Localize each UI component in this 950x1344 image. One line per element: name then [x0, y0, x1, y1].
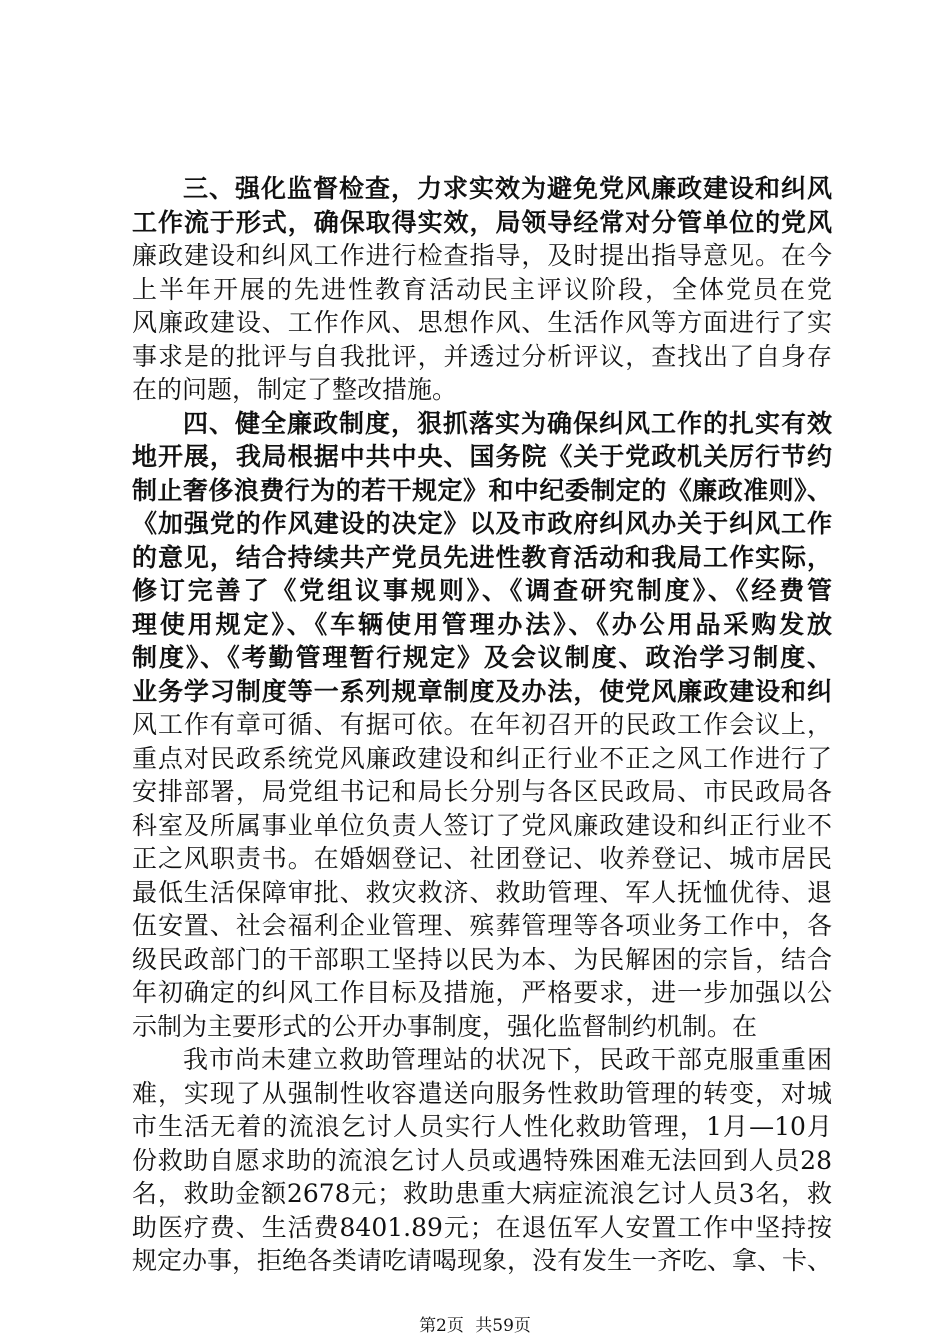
text-line: [132, 876, 832, 910]
line-text: 助医疗费、生活费8401.89元；在退伍军人安置工作中坚持按: [132, 1212, 832, 1242]
text-line: [132, 909, 832, 943]
text-line: [132, 1043, 832, 1077]
line-text: 上半年开展的先进性教育活动民主评议阶段，全体党员在党: [132, 274, 832, 304]
line-text: 规定办事，拒绝各类请吃请喝现象，没有发生一齐吃、拿、卡、: [132, 1246, 833, 1275]
text-line: [132, 1211, 832, 1245]
line-text: 在的问题，制定了整改措施。: [132, 375, 458, 404]
text-line: [132, 1110, 832, 1144]
page-footer: [0, 1316, 950, 1336]
line-text: 廉政建设和纠风工作进行检查指导，及时提出指导意见。在今: [132, 241, 832, 270]
text-line: [132, 239, 832, 273]
text-line: [132, 976, 832, 1010]
text-line: [132, 206, 832, 240]
text-line: [132, 1077, 832, 1111]
text-line: [132, 172, 832, 206]
text-line: [132, 842, 832, 876]
line-text: 风工作有章可循、有据可依。在年初召开的民政工作会议上，: [132, 710, 832, 739]
line-text: 地开展，我局根据中共中央、国务院《关于党政机关厉行节约: [132, 442, 832, 471]
line-text: 我市尚未建立救助管理站的状况下，民政干部克服重重困: [182, 1045, 832, 1074]
line-text: 伍安置、社会福利企业管理、殡葬管理等各项业务工作中，各: [132, 911, 832, 940]
line-text: 制止奢侈浪费行为的若干规定》和中纪委制定的《廉政准则》、: [132, 475, 832, 505]
text-line: [132, 742, 832, 776]
paragraph: [132, 172, 832, 407]
text-line: [132, 775, 832, 809]
text-line: [132, 1177, 832, 1211]
text-line: [132, 407, 832, 441]
text-line: [132, 507, 832, 541]
text-line: [132, 306, 832, 340]
text-line: [132, 675, 832, 709]
line-text: 理使用规定》、《车辆使用管理办法》、《办公用品采购发放: [132, 609, 832, 639]
line-text: 安排部署，局党组书记和局长分别与各区民政局、市民政局各: [132, 777, 832, 806]
line-text: 难，实现了从强制性收容遣送向服务性救助管理的转变，对城: [132, 1078, 832, 1108]
paragraph: [132, 1043, 832, 1278]
line-text: 最低生活保障审批、救灾救济、救助管理、军人抚恤优待、退: [132, 877, 832, 907]
text-line: [132, 440, 832, 474]
text-line: [132, 474, 832, 508]
line-text: 正之风职责书。在婚姻登记、社团登记、收养登记、城市居民: [132, 844, 832, 873]
text-line: [132, 541, 832, 575]
line-text: 的意见，结合持续共产党员先进性教育活动和我局工作实际，: [132, 542, 832, 572]
line-text: 工作流于形式，确保取得实效，局领导经常对分管单位的党风: [132, 207, 832, 237]
text-line: [132, 608, 832, 642]
line-text: 示制为主要形式的公开办事制度，强化监督制约机制。在: [132, 1011, 758, 1041]
text-line: [132, 809, 832, 843]
page-number: 第2页: [419, 1316, 464, 1336]
line-text: 科室及所属事业单位负责人签订了党风廉政建设和纠正行业不: [132, 810, 832, 840]
line-text: 制度》、《考勤管理暂行规定》及会议制度、政治学习制度、: [132, 643, 832, 672]
text-line: [132, 340, 832, 374]
line-text: 事求是的批评与自我批评，并透过分析评议，查找出了自身存: [132, 341, 832, 371]
line-text: 名，救助金额2678元；救助患重大病症流浪乞讨人员3名，救: [132, 1179, 832, 1208]
paragraph: [132, 407, 832, 1044]
text-line: [132, 1010, 832, 1044]
line-text: 重点对民政系统党风廉政建设和纠正行业不正之风工作进行了: [132, 743, 832, 773]
line-text: 年初确定的纠风工作目标及措施，严格要求，进一步加强以公: [132, 978, 832, 1007]
line-text: 三、强化监督检查，力求实效为避免党风廉政建设和纠风: [182, 174, 832, 203]
line-text: 级民政部门的干部职工坚持以民为本、为民解困的宗旨，结合: [132, 944, 832, 974]
line-text: 四、健全廉政制度，狠抓落实为确保纠风工作的扎实有效: [182, 408, 832, 438]
line-text: 修订完善了《党组议事规则》、《调查研究制度》、《经费管: [132, 576, 832, 605]
line-text: 风廉政建设、工作作风、思想作风、生活作风等方面进行了实: [132, 308, 832, 337]
text-line: [132, 1244, 832, 1278]
page-total: 共59页: [475, 1316, 531, 1336]
text-line: [132, 373, 832, 407]
text-line: [132, 574, 832, 608]
text-line: [132, 708, 832, 742]
text-line: [132, 943, 832, 977]
text-line: [132, 641, 832, 675]
line-text: 《加强党的作风建设的决定》以及市政府纠风办关于纠风工作: [132, 509, 832, 538]
text-line: [132, 1144, 832, 1178]
line-text: 市生活无着的流浪乞讨人员实行人性化救助管理，1月—10月: [132, 1112, 832, 1141]
document-body: [132, 172, 832, 1278]
line-text: 份救助自愿求助的流浪乞讨人员或遇特殊困难无法回到人员28: [132, 1145, 832, 1175]
text-line: [132, 273, 832, 307]
line-text: 业务学习制度等一系列规章制度及办法，使党风廉政建设和纠: [132, 676, 832, 706]
